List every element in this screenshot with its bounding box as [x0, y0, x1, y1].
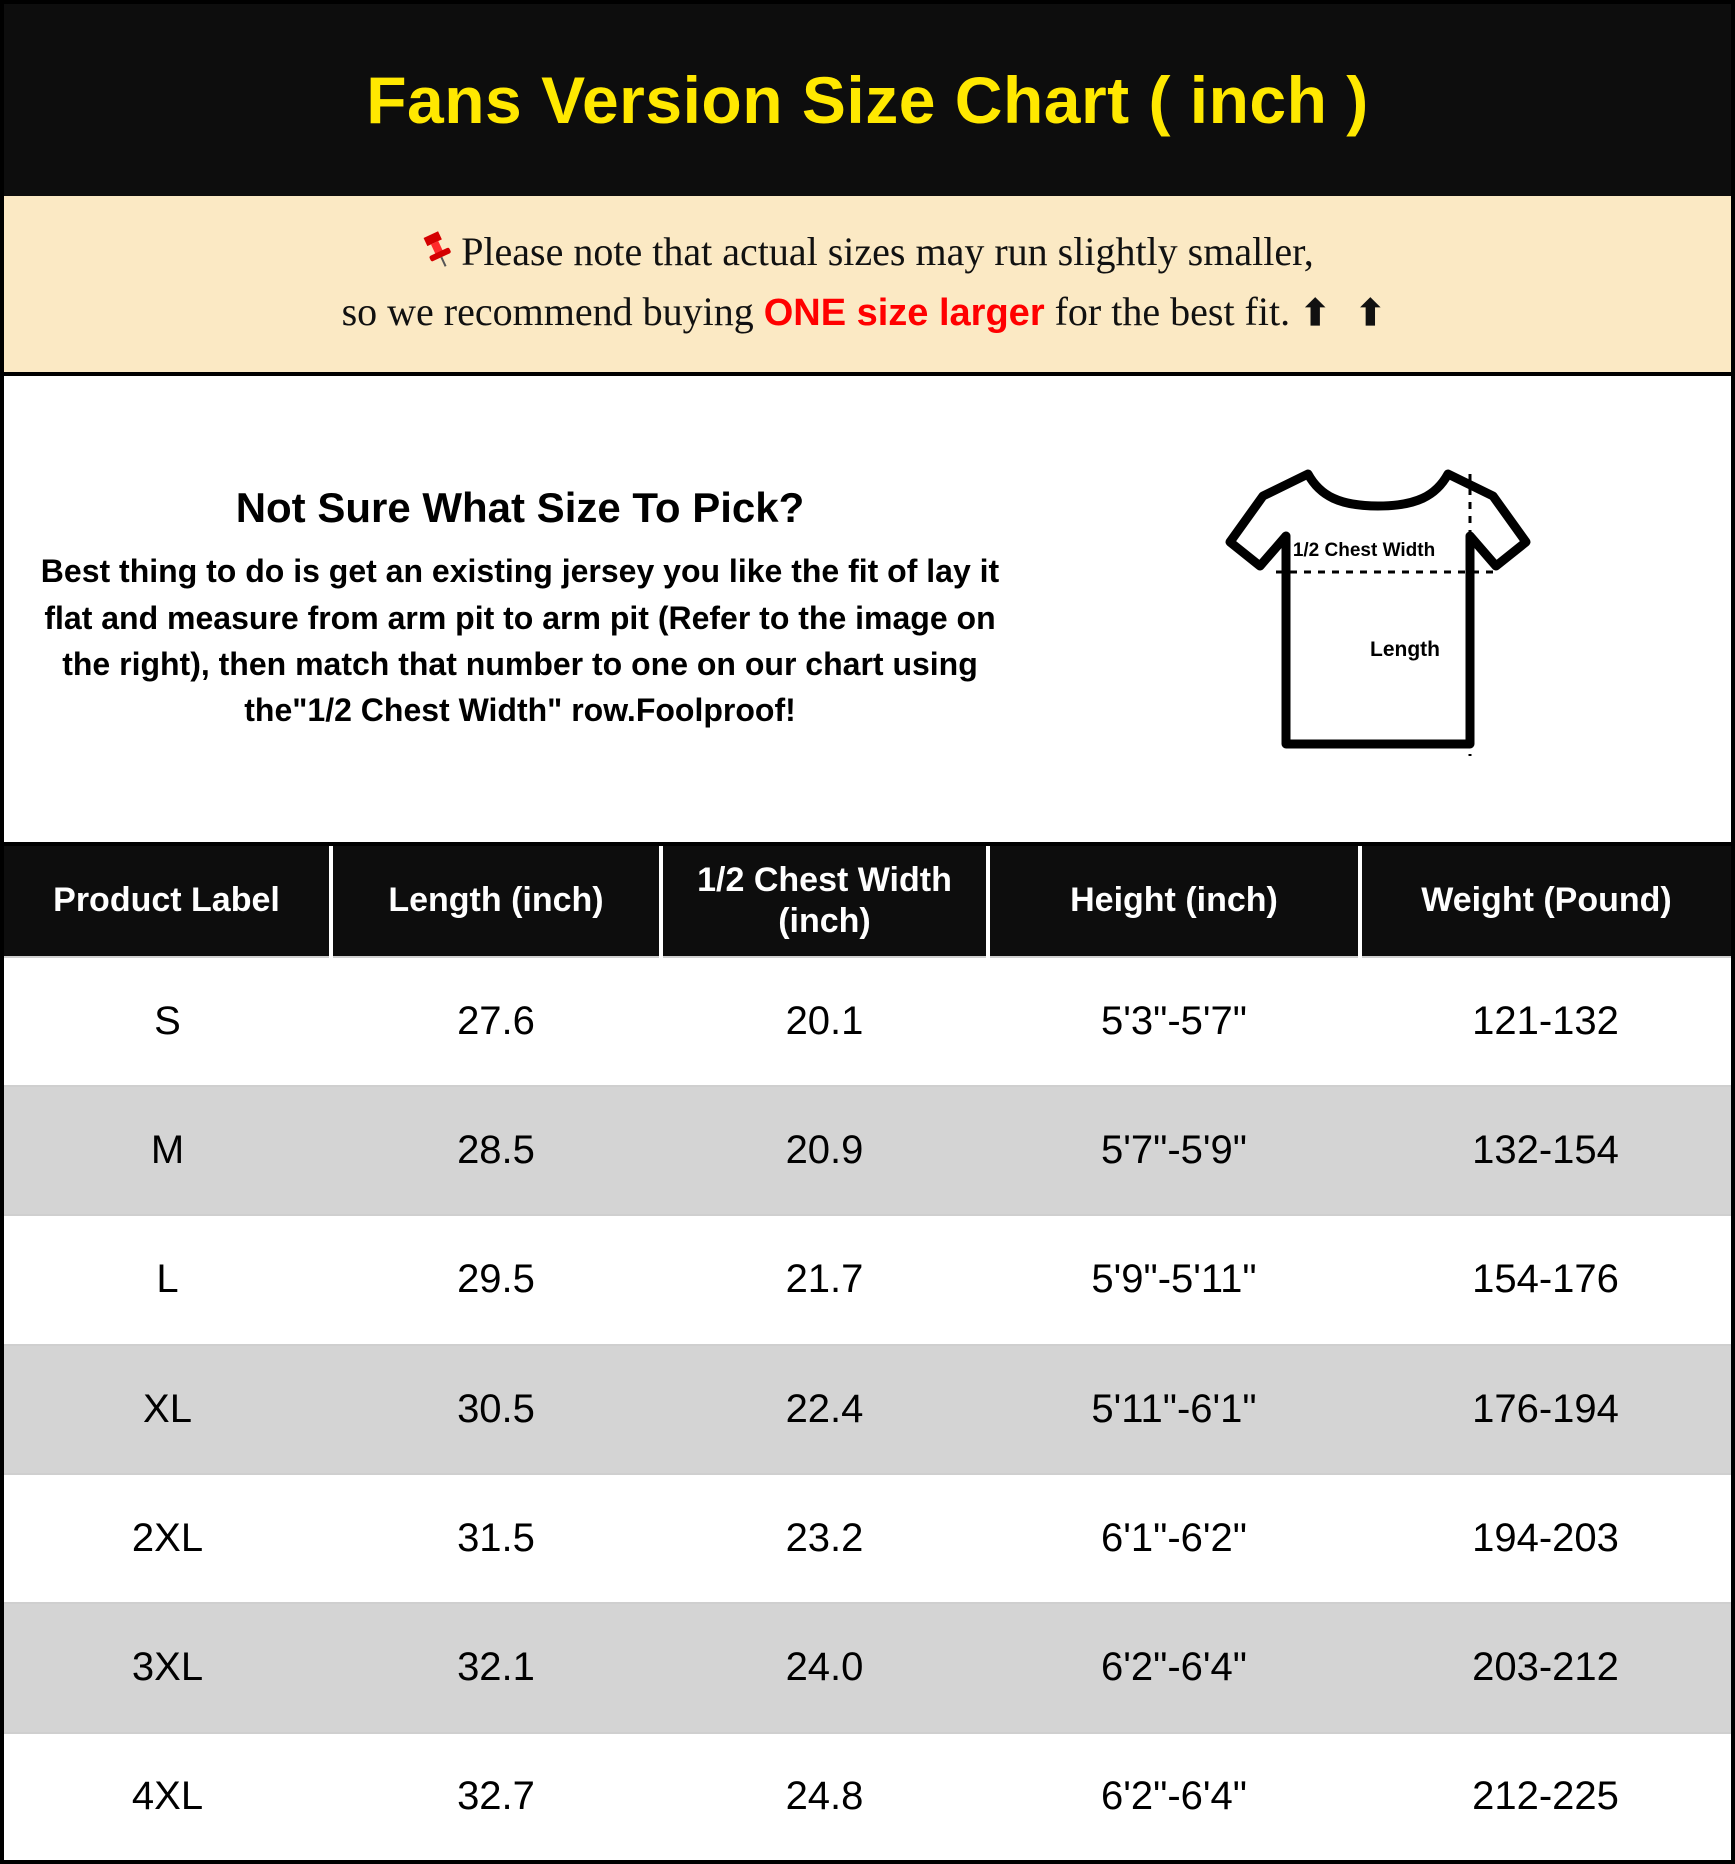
- cell-height: 5'3"-5'7": [988, 957, 1360, 1086]
- pushpin-icon: [421, 226, 455, 286]
- cell-size-label: XL: [4, 1345, 331, 1474]
- table-row: [4, 1603, 1731, 1732]
- note-text-2-pre: so we recommend buying: [341, 289, 764, 334]
- cell-height: 5'9"-5'11": [988, 1215, 1360, 1344]
- cell-size-label: M: [4, 1086, 331, 1215]
- column-header-height: Height (inch): [988, 846, 1360, 957]
- cell-weight: 132-154: [1360, 1086, 1731, 1215]
- cell-size-label: S: [4, 957, 331, 1086]
- cell-length: 32.1: [331, 1603, 661, 1732]
- cell-length: 30.5: [331, 1345, 661, 1474]
- sizing-help-text: [14, 484, 1034, 734]
- cell-length: 27.6: [331, 957, 661, 1086]
- cell-weight: 154-176: [1360, 1215, 1731, 1344]
- chart-header: [4, 4, 1731, 196]
- cell-chest-width: 24.8: [661, 1733, 988, 1860]
- cell-weight: 212-225: [1360, 1733, 1731, 1860]
- table-row: [4, 957, 1731, 1086]
- sizing-help-section: [4, 376, 1731, 846]
- table-row: [4, 1474, 1731, 1603]
- cell-chest-width: 22.4: [661, 1345, 988, 1474]
- table-row: [4, 1733, 1731, 1860]
- cell-size-label: L: [4, 1215, 331, 1344]
- cell-weight: 194-203: [1360, 1474, 1731, 1603]
- cell-weight: 176-194: [1360, 1345, 1731, 1474]
- note-line-2: [34, 282, 1701, 342]
- sizing-help-body: Best thing to do is get an existing jersey you like the fit of lay it flat and measure from arm pit to arm pit (Refer to the image on the right), then match that number to one on our chart using the"1/2 Chest Width" row.Foolproof!: [40, 553, 1000, 729]
- cell-weight: 121-132: [1360, 957, 1731, 1086]
- column-header-product-label: Product Label: [4, 846, 331, 957]
- cell-height: 6'1"-6'2": [988, 1474, 1360, 1603]
- cell-height: 6'2"-6'4": [988, 1733, 1360, 1860]
- cell-size-label: 2XL: [4, 1474, 331, 1603]
- note-text-1: Please note that actual sizes may run slightly smaller,: [461, 229, 1314, 274]
- svg-text:1/2 Chest Width: 1/2 Chest Width: [1292, 540, 1435, 561]
- size-chart-table: [4, 846, 1731, 1860]
- page-title: Fans Version Size Chart ( inch ): [366, 63, 1369, 137]
- table-row: [4, 1215, 1731, 1344]
- cell-length: 32.7: [331, 1733, 661, 1860]
- note-line-1: [34, 222, 1701, 282]
- cell-chest-width: 24.0: [661, 1603, 988, 1732]
- table-row: [4, 1086, 1731, 1215]
- column-header-chest-width: 1/2 Chest Width (inch): [661, 846, 988, 957]
- cell-weight: 203-212: [1360, 1603, 1731, 1732]
- up-arrows-icon: ⬆ ⬆: [1300, 293, 1394, 333]
- cell-size-label: 3XL: [4, 1603, 331, 1732]
- cell-length: 28.5: [331, 1086, 661, 1215]
- cell-size-label: 4XL: [4, 1733, 331, 1860]
- column-header-length: Length (inch): [331, 846, 661, 957]
- cell-height: 6'2"-6'4": [988, 1603, 1360, 1732]
- tshirt-measurement-diagram: [1168, 444, 1588, 774]
- cell-chest-width: 23.2: [661, 1474, 988, 1603]
- cell-height: 5'11"-6'1": [988, 1345, 1360, 1474]
- column-header-weight: Weight (Pound): [1360, 846, 1731, 957]
- svg-text:Length: Length: [1369, 638, 1440, 661]
- note-emphasis: ONE size larger: [763, 292, 1045, 334]
- note-text-2-post: for the best fit.: [1044, 289, 1301, 334]
- cell-chest-width: 20.9: [661, 1086, 988, 1215]
- cell-length: 29.5: [331, 1215, 661, 1344]
- cell-chest-width: 21.7: [661, 1215, 988, 1344]
- tshirt-figure-container: [1034, 444, 1721, 774]
- table-row: [4, 1345, 1731, 1474]
- cell-length: 31.5: [331, 1474, 661, 1603]
- table-header-row: [4, 846, 1731, 957]
- cell-chest-width: 20.1: [661, 957, 988, 1086]
- note-banner: [4, 196, 1731, 376]
- cell-height: 5'7"-5'9": [988, 1086, 1360, 1215]
- sizing-help-heading: Not Sure What Size To Pick?: [235, 484, 805, 532]
